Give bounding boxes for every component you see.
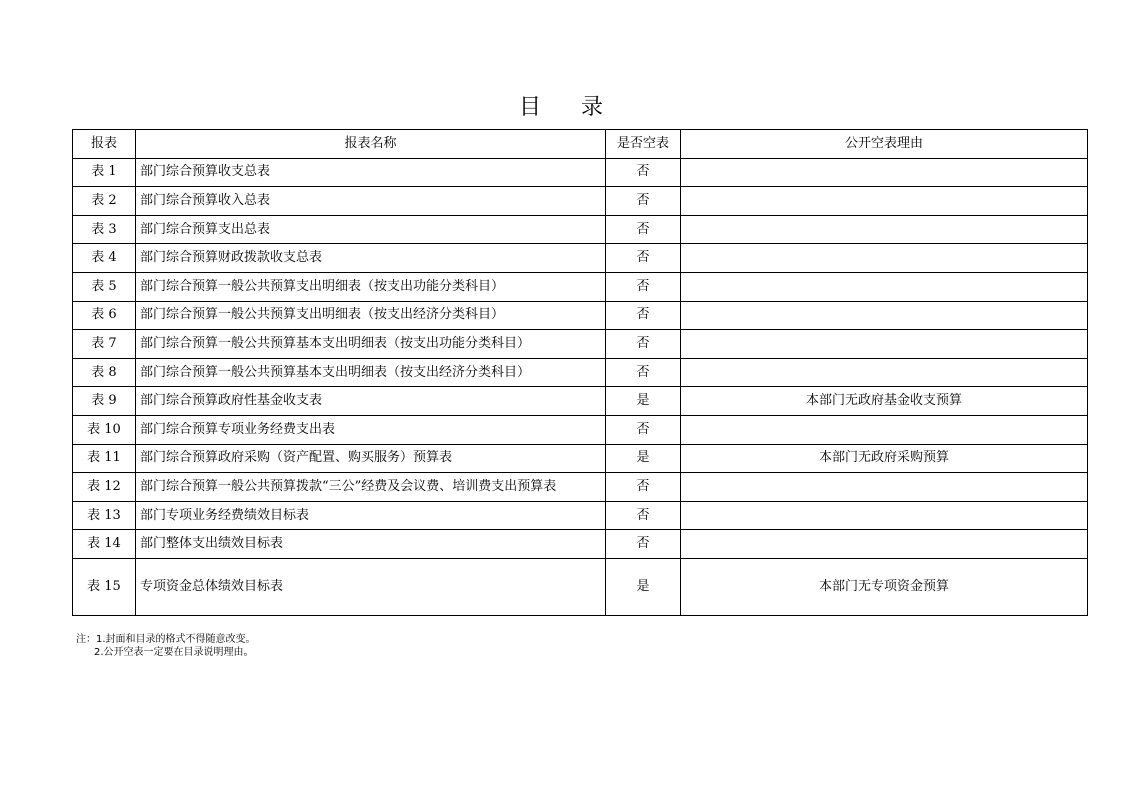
header-no: 报表 <box>73 130 136 159</box>
title-left-char: 目 <box>518 95 541 120</box>
row-reason <box>681 158 1088 187</box>
row-name: 部门综合预算支出总表 <box>136 215 606 244</box>
row-empty: 否 <box>606 272 681 301</box>
row-name: 部门综合预算专项业务经费支出表 <box>136 415 606 444</box>
row-empty: 否 <box>606 301 681 330</box>
notes <box>76 633 256 659</box>
row-reason: 本部门无政府采购预算 <box>681 444 1088 473</box>
row-reason <box>681 501 1088 530</box>
header-empty: 是否空表 <box>606 130 681 159</box>
row-no: 表 12 <box>73 473 136 502</box>
row-empty: 是 <box>606 444 681 473</box>
row-reason: 本部门无政府基金收支预算 <box>681 387 1088 416</box>
table-row <box>73 301 1088 330</box>
header-reason: 公开空表理由 <box>681 130 1088 159</box>
row-reason <box>681 530 1088 559</box>
row-name: 部门综合预算一般公共预算基本支出明细表（按支出功能分类科目） <box>136 330 606 359</box>
row-empty: 否 <box>606 530 681 559</box>
table-row <box>73 244 1088 273</box>
row-reason <box>681 415 1088 444</box>
row-reason <box>681 272 1088 301</box>
row-reason <box>681 330 1088 359</box>
table-row <box>73 330 1088 359</box>
row-no: 表 8 <box>73 358 136 387</box>
row-name: 部门综合预算政府采购（资产配置、购买服务）预算表 <box>136 444 606 473</box>
row-name: 部门专项业务经费绩效目标表 <box>136 501 606 530</box>
row-name: 部门整体支出绩效目标表 <box>136 530 606 559</box>
row-name: 部门综合预算收入总表 <box>136 187 606 216</box>
row-no: 表 15 <box>73 558 136 615</box>
row-empty: 否 <box>606 330 681 359</box>
row-no: 表 11 <box>73 444 136 473</box>
row-empty: 否 <box>606 415 681 444</box>
row-empty: 否 <box>606 187 681 216</box>
table-row <box>73 444 1088 473</box>
row-no: 表 14 <box>73 530 136 559</box>
row-reason: 本部门无专项资金预算 <box>681 558 1088 615</box>
page-title <box>0 90 1122 121</box>
row-name: 部门综合预算一般公共预算拨款“三公”经费及会议费、培训费支出预算表 <box>136 473 606 502</box>
note-line-2: 2.公开空表一定要在目录说明理由。 <box>94 647 254 658</box>
row-no: 表 1 <box>73 158 136 187</box>
row-empty: 否 <box>606 473 681 502</box>
table-row <box>73 415 1088 444</box>
row-reason <box>681 187 1088 216</box>
row-reason <box>681 358 1088 387</box>
header-row <box>73 130 1088 159</box>
row-empty: 是 <box>606 558 681 615</box>
table-row <box>73 501 1088 530</box>
row-reason <box>681 215 1088 244</box>
row-name: 部门综合预算一般公共预算支出明细表（按支出功能分类科目） <box>136 272 606 301</box>
row-name: 部门综合预算一般公共预算基本支出明细表（按支出经济分类科目） <box>136 358 606 387</box>
toc-body <box>73 158 1088 615</box>
row-name: 专项资金总体绩效目标表 <box>136 558 606 615</box>
row-reason <box>681 473 1088 502</box>
row-reason <box>681 244 1088 273</box>
row-no: 表 2 <box>73 187 136 216</box>
row-empty: 否 <box>606 358 681 387</box>
header-name: 报表名称 <box>136 130 606 159</box>
row-empty: 否 <box>606 244 681 273</box>
toc-table <box>72 129 1088 616</box>
table-row <box>73 473 1088 502</box>
row-no: 表 3 <box>73 215 136 244</box>
table-row <box>73 530 1088 559</box>
row-no: 表 6 <box>73 301 136 330</box>
row-name: 部门综合预算财政拨款收支总表 <box>136 244 606 273</box>
row-name: 部门综合预算收支总表 <box>136 158 606 187</box>
row-reason <box>681 301 1088 330</box>
row-no: 表 7 <box>73 330 136 359</box>
table-row <box>73 558 1088 615</box>
row-name: 部门综合预算一般公共预算支出明细表（按支出经济分类科目） <box>136 301 606 330</box>
row-no: 表 4 <box>73 244 136 273</box>
table-row <box>73 187 1088 216</box>
table-row <box>73 215 1088 244</box>
row-empty: 否 <box>606 158 681 187</box>
row-empty: 否 <box>606 501 681 530</box>
row-no: 表 9 <box>73 387 136 416</box>
row-name: 部门综合预算政府性基金收支表 <box>136 387 606 416</box>
row-no: 表 5 <box>73 272 136 301</box>
row-empty: 否 <box>606 215 681 244</box>
row-empty: 是 <box>606 387 681 416</box>
table-row <box>73 387 1088 416</box>
table-row <box>73 272 1088 301</box>
table-row <box>73 158 1088 187</box>
table-row <box>73 358 1088 387</box>
row-no: 表 10 <box>73 415 136 444</box>
row-no: 表 13 <box>73 501 136 530</box>
note-line-1: 注：1.封面和目录的格式不得随意改变。 <box>76 634 256 645</box>
title-right-char: 录 <box>581 95 604 120</box>
